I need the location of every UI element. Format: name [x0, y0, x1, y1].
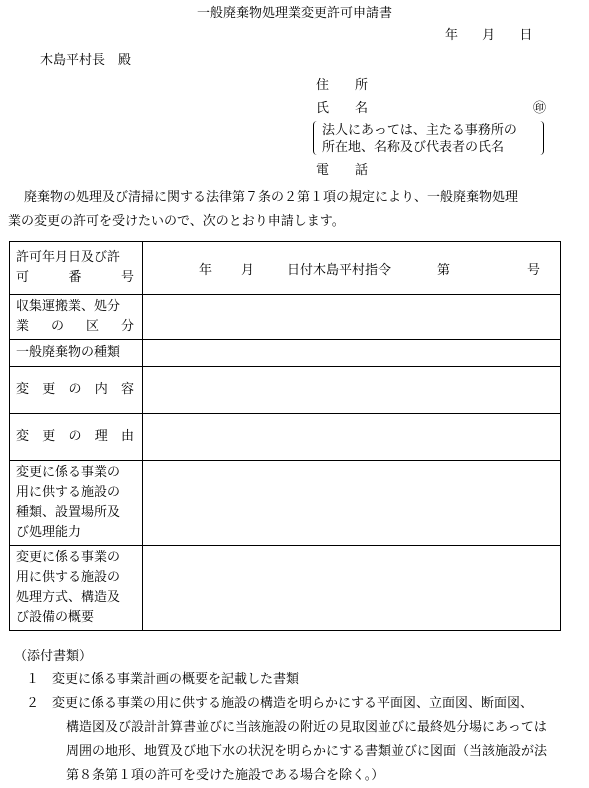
- telephone-label: 電 話: [316, 163, 369, 178]
- addressee: 木島平村長 殿: [40, 53, 132, 68]
- attachment-item-2-line4: 第８条第１項の許可を受けた施設である場合を除く。）: [66, 768, 385, 783]
- label-char: 分: [120, 319, 134, 334]
- table-row: [10, 546, 561, 631]
- intro-line2: 業の変更の許可を受けたいので、次のとおり申請します。: [8, 214, 345, 229]
- business-type-field[interactable]: [143, 295, 561, 340]
- date-day: 日: [519, 28, 533, 43]
- label-char: 可: [16, 270, 30, 285]
- date-year: 年: [445, 28, 459, 43]
- corporate-note-line1: 法人にあっては、主たる事務所の: [322, 123, 517, 138]
- label-line: 種類、設置場所及: [16, 505, 121, 520]
- business-type-label: [10, 295, 143, 340]
- facility-capacity-field[interactable]: [143, 461, 561, 546]
- attachment-item-2-line1: ２ 変更に係る事業の用に供する施設の構造を明らかにする平面図、立面図、断面図、: [26, 696, 534, 711]
- attachments-heading: （添付書類）: [14, 649, 93, 664]
- label-char: 由: [120, 429, 134, 444]
- label-line: 収集運搬業、処分: [16, 299, 121, 314]
- permit-number-label: [10, 242, 143, 295]
- corporate-note-line2: 所在地、名称及び代表者の氏名: [322, 140, 505, 155]
- label-line: 処理方式、構造及: [16, 590, 121, 605]
- intro-line1: 廃棄物の処理及び清掃に関する法律第７条の２第１項の規定により、一般廃棄物処理: [24, 190, 519, 205]
- label-char: 理: [94, 429, 108, 444]
- table-row: [10, 461, 561, 546]
- date-line: [445, 28, 532, 44]
- waste-type-field[interactable]: [143, 340, 561, 367]
- label-line: び設備の概要: [16, 610, 95, 625]
- waste-type-label: 一般廃棄物の種類: [10, 340, 143, 367]
- label-char: 業: [16, 319, 30, 334]
- label-char: 号: [120, 270, 134, 285]
- label-line: び処理能力: [16, 525, 82, 540]
- label-char: 変: [16, 429, 30, 444]
- label-char: の: [68, 382, 82, 397]
- facility-structure-label: [10, 546, 143, 631]
- permit-day-issuer: 日付木島平村指令: [287, 262, 392, 278]
- change-reason-field[interactable]: [143, 414, 561, 461]
- attachment-item-2-line2: 構造図及び設計計算書並びに当該施設の附近の見取図並びに最終処分場にあっては: [66, 720, 547, 735]
- label-line: 変更に係る事業の: [16, 465, 121, 480]
- label-line: [16, 317, 142, 337]
- table-row: [10, 295, 561, 340]
- address-label: 住 所: [316, 78, 369, 93]
- label-char: 区: [85, 319, 99, 334]
- label-line: 用に供する施設の: [16, 570, 121, 585]
- label-char: の: [50, 319, 64, 334]
- table-row: [10, 340, 561, 367]
- label-line: [16, 380, 142, 400]
- label-char: 変: [16, 382, 30, 397]
- page-title: 一般廃棄物処理業変更許可申請書: [196, 6, 392, 21]
- application-table: [9, 241, 561, 631]
- label-char: の: [68, 429, 82, 444]
- table-row: [10, 414, 561, 461]
- permit-number-format: [143, 259, 560, 278]
- permit-go: 号: [527, 262, 541, 278]
- label-line: 許可年月日及び許: [16, 250, 121, 265]
- label-char: 内: [94, 382, 108, 397]
- label-char: 更: [42, 429, 56, 444]
- permit-year: 年: [199, 262, 213, 278]
- change-reason-label: [10, 414, 143, 461]
- attachment-item-1: １ 変更に係る事業計画の概要を記載した書類: [26, 672, 300, 687]
- seal-mark: ㊞: [533, 101, 547, 116]
- label-char: 容: [120, 382, 134, 397]
- label-line: 変更に係る事業の: [16, 550, 121, 565]
- label-line: [16, 268, 142, 288]
- label-line: 用に供する施設の: [16, 485, 121, 500]
- label-char: 番: [68, 270, 82, 285]
- table-row: [10, 367, 561, 414]
- name-label: 氏 名: [316, 101, 369, 116]
- label-char: 更: [42, 382, 56, 397]
- facility-capacity-label: [10, 461, 143, 546]
- permit-month: 月: [241, 262, 255, 278]
- permit-dai: 第: [437, 262, 451, 278]
- attachment-item-2-line3: 周囲の地形、地質及び地下水の状況を明らかにする書類並びに図面（当該施設が法: [66, 744, 548, 759]
- table-row: [10, 242, 561, 295]
- facility-structure-field[interactable]: [143, 546, 561, 631]
- date-month: 月: [482, 28, 496, 43]
- permit-number-field[interactable]: [143, 242, 561, 295]
- change-content-label: [10, 367, 143, 414]
- label-line: [16, 427, 142, 447]
- change-content-field[interactable]: [143, 367, 561, 414]
